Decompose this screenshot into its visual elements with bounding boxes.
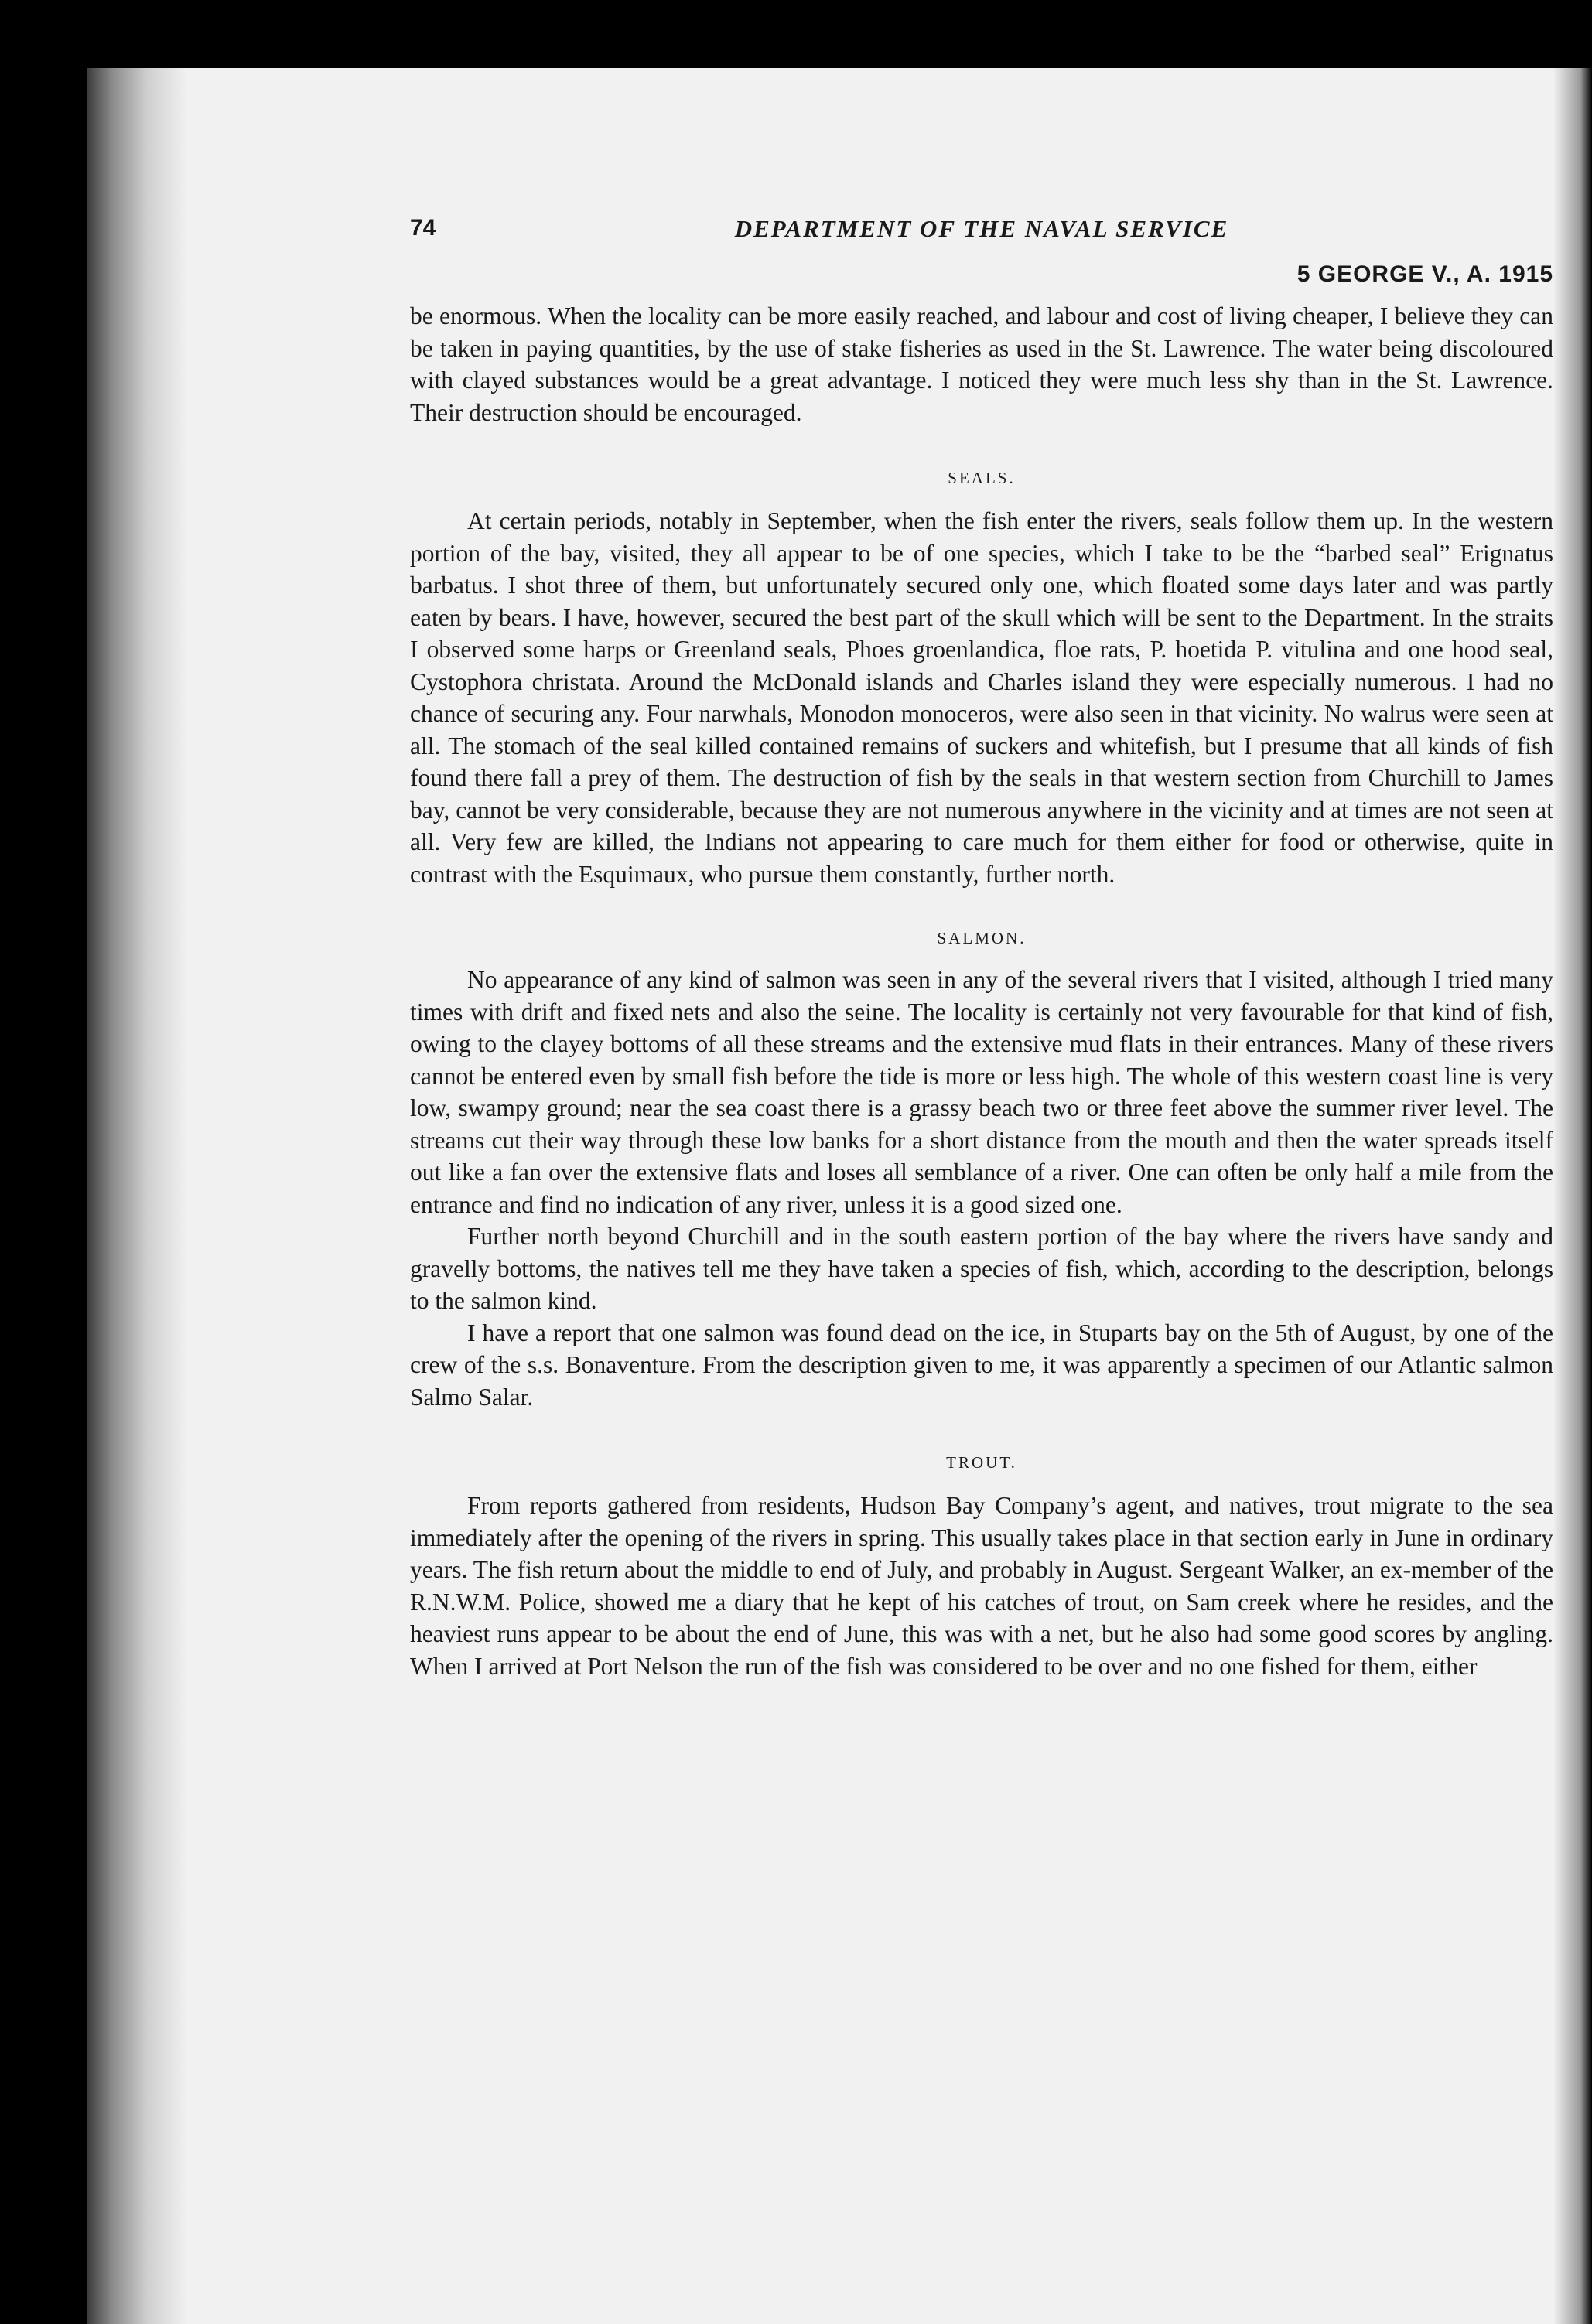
salmon-paragraph-3: I have a report that one salmon was found dead on the ice, in Stuparts bay on the 5th of August, by one of the crew of the s.s. Bonaventure. From the description given to me, it was apparently a specimen of our Atlantic salmon Salmo Salar. [410,1319,1553,1411]
salmon-paragraph-2: Further north beyond Churchill and in the south eastern portion of the bay where the rivers have sandy and gravelly bottoms, the natives tell me they have taken a species of fish, which, according to the description, belongs to the salmon kind. [410,1223,1553,1314]
seals-paragraph: At certain periods, notably in September, when the fish enter the rivers, seals follow them up. In the western portion of the bay, visited, they all appear to be of one species, which I take to be the “barbed seal” Erignatus barbatus. I shot three of them, but unfortunately secured only one, which floated some days later and was partly eaten by bears. I have, however, secured the best part of the skull which will be sent to the Department. In the straits I observed some harps or Greenland seals, Phoes groenlandica, floe rats, P. hoetida P. vitulina and one hood seal, Cystophora christata. Around the McDonald islands and Charles island they were especially numerous. I had no chance of securing any. Four narwhals, Monodon monoceros, were also seen in that vicinity. No walrus were seen at all. The stomach of the seal killed contained remains of suckers and whitefish, but I presume that all kinds of fish found there fall a prey of them. The destruction of fish by the seals in that western section from Churchill to James bay, cannot be very considerable, because they are not numerous anywhere in the vicinity and at times are not seen at all. Very few are killed, the Indians not appearing to care much for them either for food or otherwise, quite in contrast with the Esquimaux, who pursue them constantly, further north. [410,507,1553,888]
intro-paragraph: be enormous. When the locality can be more easily reached, and labour and cost of living cheaper, I believe they can be taken in paying quantities, by the use of stake fisheries as used in the St. Lawrence. The water being discoloured with clayed substances would be a great advantage. I noticed they were much less shy than in the St. Lawrence. Their destruction should be encouraged. [410,302,1553,426]
running-head [410,215,1553,246]
section-heading-trout: TROUT. [946,1453,1017,1472]
session-reference: 5 GEORGE V., A. 1915 [1296,261,1553,287]
scanned-page [87,68,1592,2324]
section-heading-seals: SEALS. [948,469,1016,487]
salmon-paragraph-1: No appearance of any kind of salmon was seen in any of the several rivers that I visited, although I tried many times with drift and fixed nets and also the seine. The locality is certainly not very favourable for that kind of fish, owing to the clayey bottoms of all these streams and the extensive mud flats in their entrances. Many of these rivers cannot be entered even by small fish before the tide is more or less high. The whole of this western coast line is very low, swampy ground; near the sea coast there is a grassy beach two or three feet above the summer river level. The streams cut their way through these low banks for a short distance from the mouth and then the water spreads itself out like a fan over the extensive flats and loses all semblance of a river. One can often be only half a mile from the entrance and find no indication of any river, unless it is a good sized one. [410,966,1553,1218]
running-title: DEPARTMENT OF THE NAVAL SERVICE [734,215,1229,242]
page-number: 74 [410,215,436,241]
body-text [410,300,1553,1682]
trout-paragraph: From reports gathered from residents, Hudson Bay Company’s agent, and natives, trout migrate to the sea immediately after the opening of the rivers in spring. This usually takes place in that section early in June in ordinary years. The fish return about the middle to end of July, and probably in August. Sergeant Walker, an ex-member of the R.N.W.M. Police, showed me a diary that he kept of his catches of trout, on Sam creek where he resides, and the heaviest runs appear to be about the end of June, this was with a net, but he also had some good scores by angling. When I arrived at Port Nelson the run of the fish was considered to be over and no one fished for them, either [410,1492,1553,1680]
section-heading-salmon: SALMON. [937,929,1027,947]
